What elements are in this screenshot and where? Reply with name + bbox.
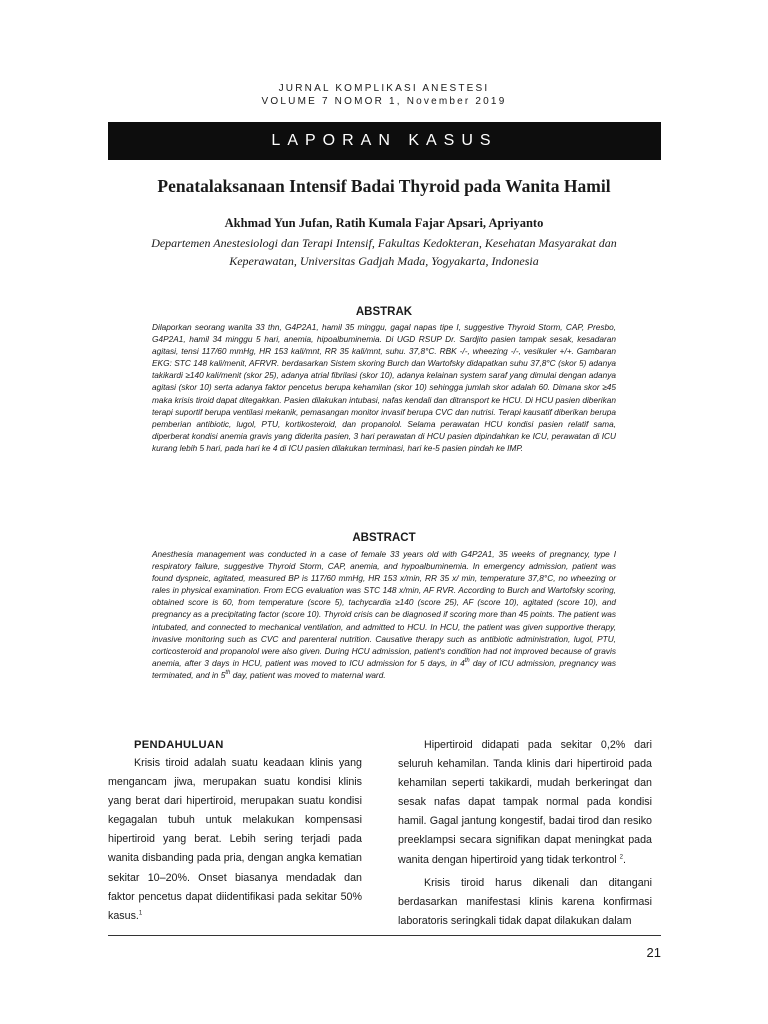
paper-title: Penatalaksanaan Intensif Badai Thyroid pada Wanita Hamil [157,176,611,196]
body-paragraph [108,754,362,926]
body-column-left [108,736,362,926]
abstrak-heading: ABSTRAK [355,306,413,318]
citation-ref: 2 [619,854,623,860]
section-banner: LAPORAN KASUS [108,122,661,160]
author-list: Akhmad Yun Jufan, Ratih Kumala Fajar Apsari, Apriyanto [224,216,544,230]
author-affiliation: Departemen Anestesiologi dan Terapi Intensif, Fakultas Kedokteran, Kesehatan Masyarakat dan Keperawatan, Universitas Gadjah Mada, Yogyakarta, Indonesia [151,236,617,268]
journal-volume: VOLUME 7 NOMOR 1, November 2019 [261,96,507,107]
journal-name: JURNAL KOMPLIKASI ANESTESI [278,83,490,94]
footer-rule [108,935,661,936]
body-paragraph: Hipertiroid didapati pada sekitar 0,2% dari seluruh kehamilan. Tanda klinis dari hipertiroid pada kehamilan seperti takikardi, mudah berkeringat dan sesak nafas dapat tampak normal pada kondisi hamil. Gagal jantung kongestif, badai tirod dan resiko preeklampsi secara signifikan dapat meningkat pada wanita dengan hipertiroid yang tidak terkontrol $^2$. [398,739,652,866]
abstract-ordinal-suffix: th [464,658,470,665]
abstract-text-mid: day of ICU admission, pregnancy was terminated, and in 5 [152,657,616,680]
abstract-text [152,548,616,681]
abstrak-text: Dilaporkan seorang wanita 33 thn, G4P2A1, hamil 35 minggu, gagal napas tipe I, suggestive Thyroid Storm, CAP, Presbo, G4P2A1, hamil 34 minggu 5 hari, anemia, hipoalbuminemia. Di UGD RSUP Dr. Sardjito pasien tampak sesak, kesadaran agitasi, tensi 117/60 mmHg, HR 153 kali/mnt, RR 35 kali/mnt, suhu. 37,8°C. RBK -/-, wheezing -/-, vesikuler +/+. Gambaran EKG: STC 148 kali/menit, AFRVR. berdasarkan Sistem skoring Burch dan Wartofsky didapatkan suhu 37,8°C (skor 5) adanya takikardi ≥140 kali/menit (skor 25), adanya atrial fibrilasi (skor 10), adanya kelainan system saraf yang dimulai dengan adanya agitasi (skor 10) serta adanya faktor pencetus berupa kehamilan (skor 10) sehingga jumlah skor adalah 60. Dimana skor ≥45 maka krisis tiroid dapat ditegakkan. Pasien dilakukan intubasi, nafas kendali dan ditransport ke HCU. Di HCU pasien diberikan terapi suportif berupa ventilasi mekanik, pemasangan monitor invasif berupa CVC dan nutrisi. Terapi kausatif diberikan berupa pemberian antibiotic, lugol, PTU, kortikosteroid, dan propanolol. Selama perawatan HCU kondisi pasien relatif sama, diperberat kondisi anemia gravis yang diderita pasien, 3 hari perawatan di HCU pasien dipindahkan ke ICU, perawatan di ICU kurang lebih 5 hari, pada hari ke 4 di ICU pasien dilakukan terminasi, hari ke-5 pasien pindah ke IMP. [152,322,616,453]
body-paragraph: Krisis tiroid harus dikenali dan ditangani berdasarkan manifestasi klinis karena konfirmasi laboratoris seringkali tidak dapat dilakukan dalam [398,876,652,927]
journal-header [0,82,768,108]
citation-ref: 1 [138,910,143,917]
abstract-text-end: day, patient was moved to maternal ward. [230,669,386,680]
body-paragraph-text: Krisis tiroid adalah suatu keadaan klinis yang mengancam jiwa, merupakan suatu kondisi klinis yang berat dari hipertiroid, merupakan suatu kondisi kegagalan tubuh untuk melakukan kompensasi hipertiroid yang berat. Lebih sering terjadi pada wanita disbanding pada pria, dengan angka kematian sekitar 10–20%. Onset biasanya mendadak dan faktor pencetus dapat diidentifikasi pada sekitar 50% kasus. [108,757,362,922]
page-number: 21 [646,945,661,960]
section-heading-pendahuluan: PENDAHULUAN [134,739,224,751]
body-column-right [398,736,652,931]
abstract-ordinal-suffix: th [225,670,231,677]
body-paragraph-text: Hipertiroid didapati pada sekitar 0,2% dari seluruh kehamilan. Tanda klinis dari hipertiroid pada kehamilan seperti takikardi, mudah berkeringat dan sesak nafas dapat tampak normal pada kondisi hamil. Gagal jantung kongestif, badai tirod dan resiko preeklampsi secara signifikan dapat meningkat pada wanita dengan hipertiroid yang tidak terkontrol [398,739,652,866]
abstract-heading: ABSTRACT [352,532,416,544]
abstract-text-main: Anesthesia management was conducted in a case of female 33 years old with G4P2A1, 35 weeks of pregnancy, type I respiratory failure, suggestive Thyroid Storm, CAP, anemia, and hypoalbuminemia. In emergency admission, patient was found dyspneic, agitated, measured BP is 117/60 mmHg, HR 153 x/min, RR 35 x/ min, temperature 37,8°C, no wheezing or rales in physical examination. From ECG evaluation was STC 148 x/min, AF RVR. According to Burch and Wartofsky scoring, obtained score is 60, from temperature (score 5), tachycardia ≥140 (score 25), AF (score 10), agitated (score 10), and pregnancy as a precipitating factor (score 10). Thyroid crisis can be diagnosed if scoring more than 45 points. The patient was intubated, and connected to mechanical ventilation, and admitted to HCU. In HCU, the patient was given supportive therapy, invasive monitoring such as CVC and parenteral nutrition. Causative therapy such as antibiotic administration, lugol, PTU, corticosteroid and propanolol were also given. During HCU admission, patient's condition had not improved because of gravis anemia, after 3 days in HCU, patient was moved to ICU admission for 5 days, in 4 [152,549,616,668]
